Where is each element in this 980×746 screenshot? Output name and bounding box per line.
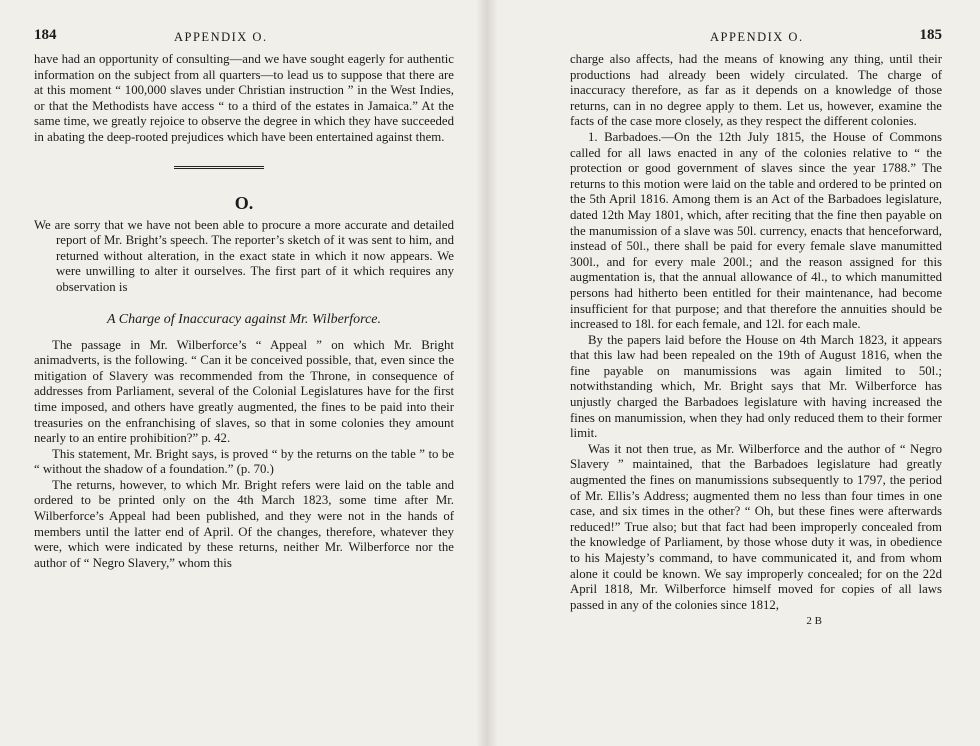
section-divider (34, 146, 454, 184)
book-gutter (476, 0, 498, 746)
right-paragraph-2: 1. Barbadoes.—On the 12th July 1815, the House of Commons called for all laws enacted in any of the colonies relative to “ the protection or good government of slaves since the year 1788.” The returns to this motion were laid on the table and ordered to be printed on the 5th April 1816. Among them is an Act of the Barbadoes legislature, dated 12th May 1801, which, after reciting that the fine then payable on the manumission of a slave was 50l. currency, enacts that henceforward, instead of 50l., there shall be paid for every female slave manumitted 300l., and for every male 200l.; and the reason assigned for this augmentation is, that the annual allowance of 4l., to which manumitted persons had hitherto been entitled for their maintenance, had become insufficient for that purpose; and that therefore the annuities should be increased to 18l. for each female, and 12l. for each male. (570, 129, 942, 332)
left-continuation-paragraph: have had an opportunity of consulting—and we have sought eagerly for authentic information on the subject from all quarters—to lead us to suppose that there are at this moment “ 100,000 slaves under Christian instruction ” in the West Indies, or that the Methodists have access “ to a third of the estates in Jamaica.” At the same time, we greatly rejoice to observe the degree in which they have succeeded in abating the deep-rooted prejudices which have been entertained against them. (34, 52, 454, 144)
right-running-title: APPENDIX O. (710, 30, 804, 44)
left-running-head (34, 27, 454, 52)
signature-mark: 2 B (806, 615, 822, 628)
right-paragraph-3: By the papers laid before the House on 4th March 1823, it appears that this law had been repealed on the 19th of August 1816, when the fine payable on manumissions was again limited to 50l.; notwithstanding which, Mr. Bright says that Mr. Wilberforce has unjustly charged the Barbadoes legislature with having increased the fines on manumission, when they had only reduced them to their former limit. (570, 332, 942, 441)
body-paragraph-3: The returns, however, to which Mr. Bright refers were laid on the table and ordered to be printed only on the 4th March 1823, some time after Mr. Wilberforce’s Appeal had been published, and they were not in the hands of members until the latter end of April. Of the changes, therefore, whatever they were, which were indicated by these returns, neither Mr. Wilberforce nor the author of “ Negro Slavery,” whom this (34, 477, 454, 570)
left-page-number: 184 (34, 27, 57, 43)
editorial-notice: We are sorry that we have not been able to procure a more accurate and detailed report of Mr. Bright’s speech. The reporter’s sketch of it was sent to him, and returned without alteration, in the exact state in which it now appears. We were unwilling to alter it ourselves. The first part of it which requires any observation is (34, 217, 454, 294)
right-paragraph-4: Was it not then true, as Mr. Wilberforce and the author of “ Negro Slavery ” maintained, that the Barbadoes legislature had greatly augmented the fines on manumissions subsequently to 1797, the period of Mr. Ellis’s Address; augmented them no less than four times in one case, and six times in the other? “ Oh, but these fines were afterwards reduced!” True also; but that fact had been improperly concealed from the knowledge of Parliament, by those whose duty it was, in obedience to his Majesty’s command, to have communicated it, and from whom alone it could be known. We say improperly concealed; for on the 22d April 1818, Mr. Wilberforce himself moved for copies of all laws passed in any of the colonies since 1812, (570, 441, 942, 612)
right-paragraph-1: charge also affects, had the means of knowing any thing, until their productions had already been widely circulated. The charge of inaccuracy therefore, as far as it depends on a knowledge of those returns, can in no degree apply to them. Let us, however, examine the facts of the case more closely, as they respect the different colonies. (570, 52, 942, 129)
body-paragraph-2: This statement, Mr. Bright says, is proved “ by the returns on the table ” to be “ without the shadow of a foundation.” (p. 70.) (34, 446, 454, 477)
body-paragraph-1: The passage in Mr. Wilberforce’s “ Appeal ” on which Mr. Bright animadverts, is the following. “ Can it be conceived possible, that, even since the mitigation of Slavery was recommended from the Throne, in consequence of addresses from Parliament, several of the Colonial Legislatures have for the first time imposed, and others have greatly augmented, the fines to be paid into their treasuries on the enfranchising of slaves, so that in some colonies they amount nearly to an entire prohibition?” p. 42. (34, 337, 454, 446)
left-running-title: APPENDIX O. (174, 30, 268, 44)
section-subheading: A Charge of Inaccuracy against Mr. Wilberforce. (107, 311, 381, 327)
right-running-head (570, 27, 942, 52)
section-letter: O. (234, 192, 254, 213)
right-page-number: 185 (919, 27, 942, 43)
left-page (0, 0, 476, 746)
right-page (498, 0, 980, 746)
